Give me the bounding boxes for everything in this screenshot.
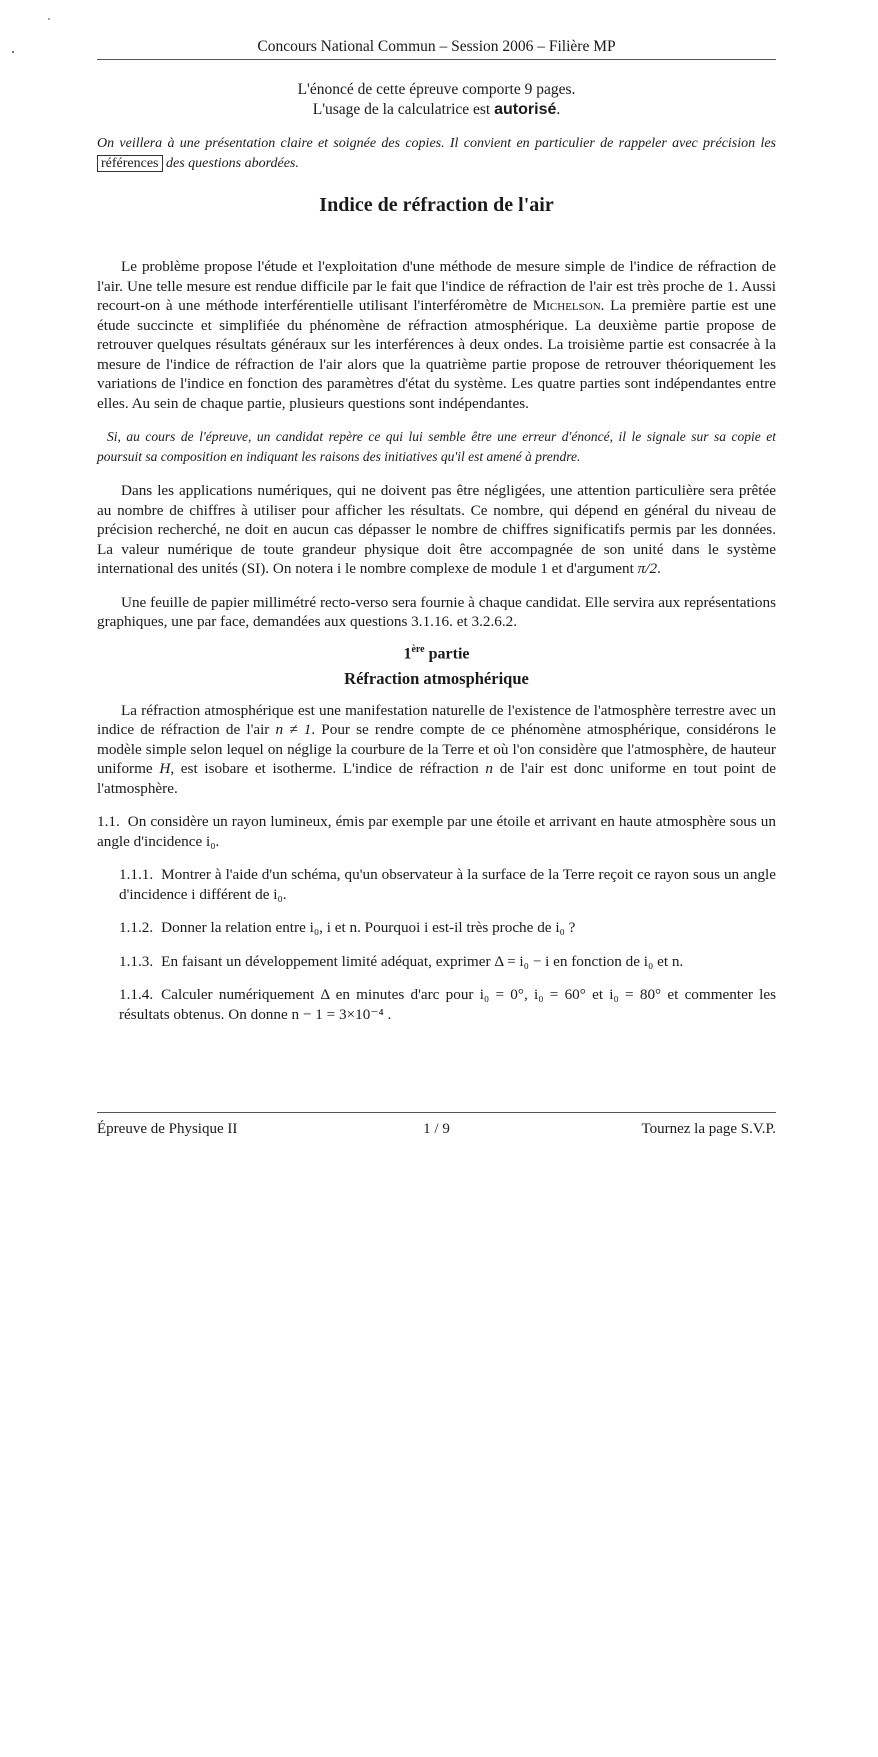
page-number: 1 / 9 xyxy=(423,1121,450,1137)
authorized-word: autorisé xyxy=(494,101,557,118)
page-title: Indice de réfraction de l'air xyxy=(319,194,554,216)
part-title: Réfraction atmosphérique xyxy=(344,668,529,688)
erratum-note: Si, au cours de l'épreuve, un candidat repère ce qui lui semble être une erreur d'énoncé, il le signale sur sa copie et poursuit sa composition en indiquant les raisons des initiatives qu'il est amené à prendre. xyxy=(97,429,776,464)
presentation-note: On veillera à une présentation claire et soignée des copies. Il convient en particulier de rappeler avec précision les références des questions abordées. xyxy=(97,136,776,171)
page-header: Concours National Commun – Session 2006 – Filière MP xyxy=(97,38,776,60)
footer-exam-name: Épreuve de Physique II xyxy=(97,1121,238,1137)
question-1-1-2: 1.1.2. Donner la relation entre i₀, i et n. Pourquoi i est-il très proche de i₀ ? xyxy=(119,919,576,937)
references-box: références xyxy=(97,155,163,172)
graph-paper-paragraph: Une feuille de papier millimétré recto-verso sera fournie à chaque candidat. Elle servira aux représentations graphiques, une par face, demandées aux questions 3.1.16. et 3.2.6.2. xyxy=(97,593,776,630)
exam-page xyxy=(97,38,776,1024)
page-count-line: L'énoncé de cette épreuve comporte 9 pages. xyxy=(297,81,576,98)
calculator-line: L'usage de la calculatrice est autorisé. xyxy=(312,101,561,118)
question-1-1-3: 1.1.3. En faisant un développement limité adéquat, exprimer Δ = i₀ − i en fonction de i₀ et n. xyxy=(119,952,684,970)
exam-notice xyxy=(97,80,776,120)
question-1-1-4: 1.1.4. Calculer numériquement Δ en minutes d'arc pour i₀ = 0°, i₀ = 60° et i₀ = 80° et commenter les résultats obtenus. On donne n − 1 = 3×10⁻⁴ . xyxy=(119,986,776,1023)
numerics-paragraph: Dans les applications numériques, qui ne doivent pas être négligées, une attention particulière sera prêtée au nombre de chiffres à utiliser pour afficher les résultats. Ce nombre, qui dépend en général du niveau de précision recherché, ne doit en aucun cas dépasser le nombre de chiffres significatifs permis par les données. La valeur numérique de toute grandeur physique doit être accompagnée de son unité dans le système international des unités (SI). On notera i le nombre complexe de module 1 et d'argument π/2. xyxy=(97,482,776,577)
question-1-1: 1.1. On considère un rayon lumineux, émis par exemple par une étoile et arrivant en haute atmosphère sous un angle d'incidence i₀. xyxy=(97,813,776,850)
part-intro: La réfraction atmosphérique est une manifestation naturelle de l'existence de l'atmosphère terrestre avec un indice de réfraction de l'air n ≠ 1. Pour se rendre compte de ce phénomène atmosphérique, considérons le modèle simple selon lequel on néglige la courbure de la Terre et où l'on considère que l'atmosphère, de hauteur uniforme H, est isobare et isotherme. L'indice de réfraction n de l'air est donc uniforme en tout point de l'atmosphère. xyxy=(97,701,777,797)
scan-speck xyxy=(48,18,50,20)
question-1-1-1: 1.1.1. Montrer à l'aide d'un schéma, qu'un observateur à la surface de la Terre reçoit ce rayon sous un angle d'incidence i différent de i₀. xyxy=(119,866,776,903)
part-number: 1ère partie xyxy=(403,643,470,662)
intro-paragraph: Le problème propose l'étude et l'exploitation d'une méthode de mesure simple de l'indice de réfraction de l'air. Une telle mesure est rendue difficile par le fait que l'indice de réfraction de l'air est très proche de 1. Aussi recourt-on à une méthode interférentielle utilisant l'interféromètre de Michelson. La première partie est une étude succincte et simplifiée du phénomène de réfraction atmosphérique. La deuxième partie propose de retrouver quelques résultats généraux sur les interférences à deux ondes. La troisième partie est consacrée à la mesure de l'indice de réfraction de l'air alors que la quatrième partie propose de retrouver théoriquement les variations de l'indice en fonction des paramètres d'état du système. Les quatre parties sont indépendantes entre elles. Au sein de chaque partie, plusieurs questions sont indépendantes. xyxy=(97,258,776,412)
turn-page-note: Tournez la page S.V.P. xyxy=(641,1121,776,1137)
page-footer xyxy=(97,1112,776,1138)
scan-speck xyxy=(12,51,14,53)
